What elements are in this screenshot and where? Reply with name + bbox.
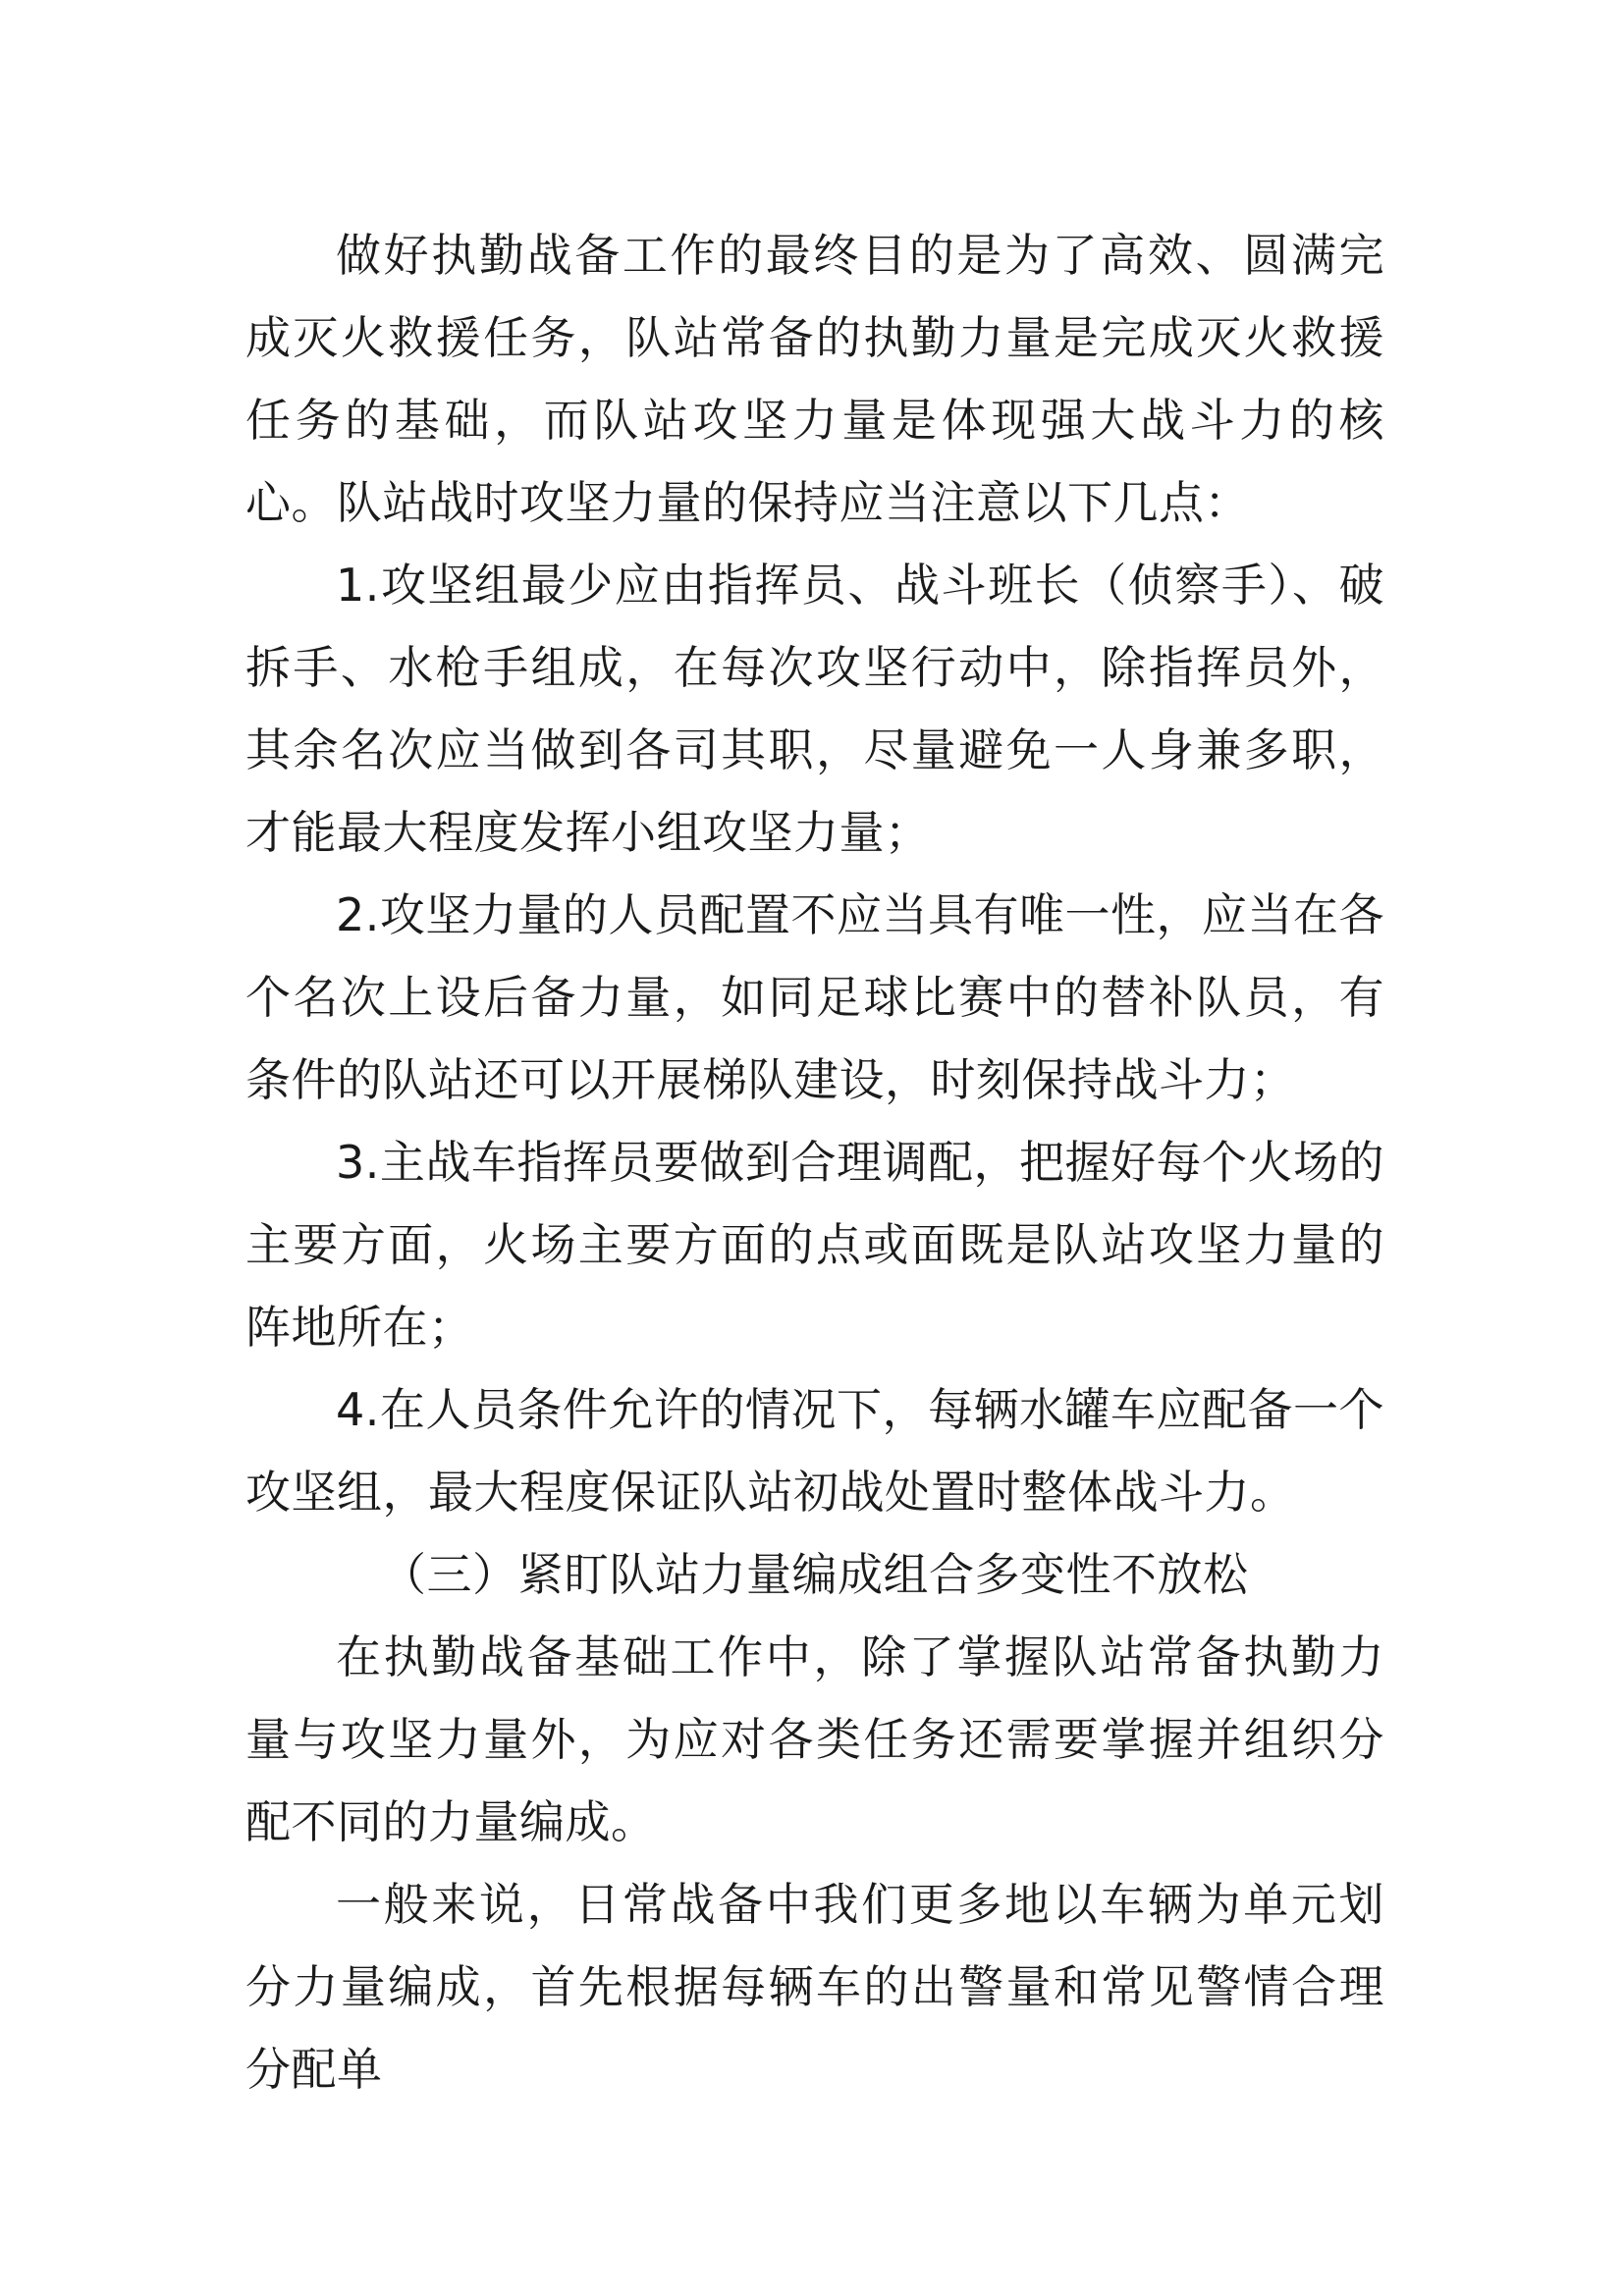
list-item-1: 1.攻坚组最少应由指挥员、战斗班长（侦察手）、破拆手、水枪手组成，在每次攻坚行动中，除指挥员外，其余名次应当做到各司其职，尽量避免一人身兼多职，才能最大程度发挥小组攻坚力量；: [245, 559, 1384, 859]
paragraph-vehicle-units: 一般来说，日常战备中我们更多地以车辆为单元划分力量编成，首先根据每辆车的出警量和常见警情合理分配单: [245, 1878, 1384, 2096]
list-item-3: 3.主战车指挥员要做到合理调配，把握好每个火场的主要方面，火场主要方面的点或面既是队站攻坚力量的阵地所在；: [245, 1136, 1384, 1354]
paragraph-force-composition: 在执勤战备基础工作中，除了掌握队站常备执勤力量与攻坚力量外，为应对各类任务还需要掌握并组织分配不同的力量编成。: [245, 1630, 1384, 1848]
document-body: [245, 214, 1384, 2110]
section-heading: （三）紧盯队站力量编成组合多变性不放松: [381, 1548, 1249, 1601]
paragraph-intro: 做好执勤战备工作的最终目的是为了高效、圆满完成灭火救援任务，队站常备的执勤力量是完成灭火救援任务的基础，而队站攻坚力量是体现强大战斗力的核心。队站战时攻坚力量的保持应当注意以下几点：: [245, 229, 1384, 529]
list-item-2: 2.攻坚力量的人员配置不应当具有唯一性，应当在各个名次上设后备力量，如同足球比赛中的替补队员，有条件的队站还可以开展梯队建设，时刻保持战斗力；: [245, 888, 1384, 1106]
list-item-4: 4.在人员条件允许的情况下，每辆水罐车应配备一个攻坚组，最大程度保证队站初战处置时整体战斗力。: [245, 1383, 1384, 1519]
